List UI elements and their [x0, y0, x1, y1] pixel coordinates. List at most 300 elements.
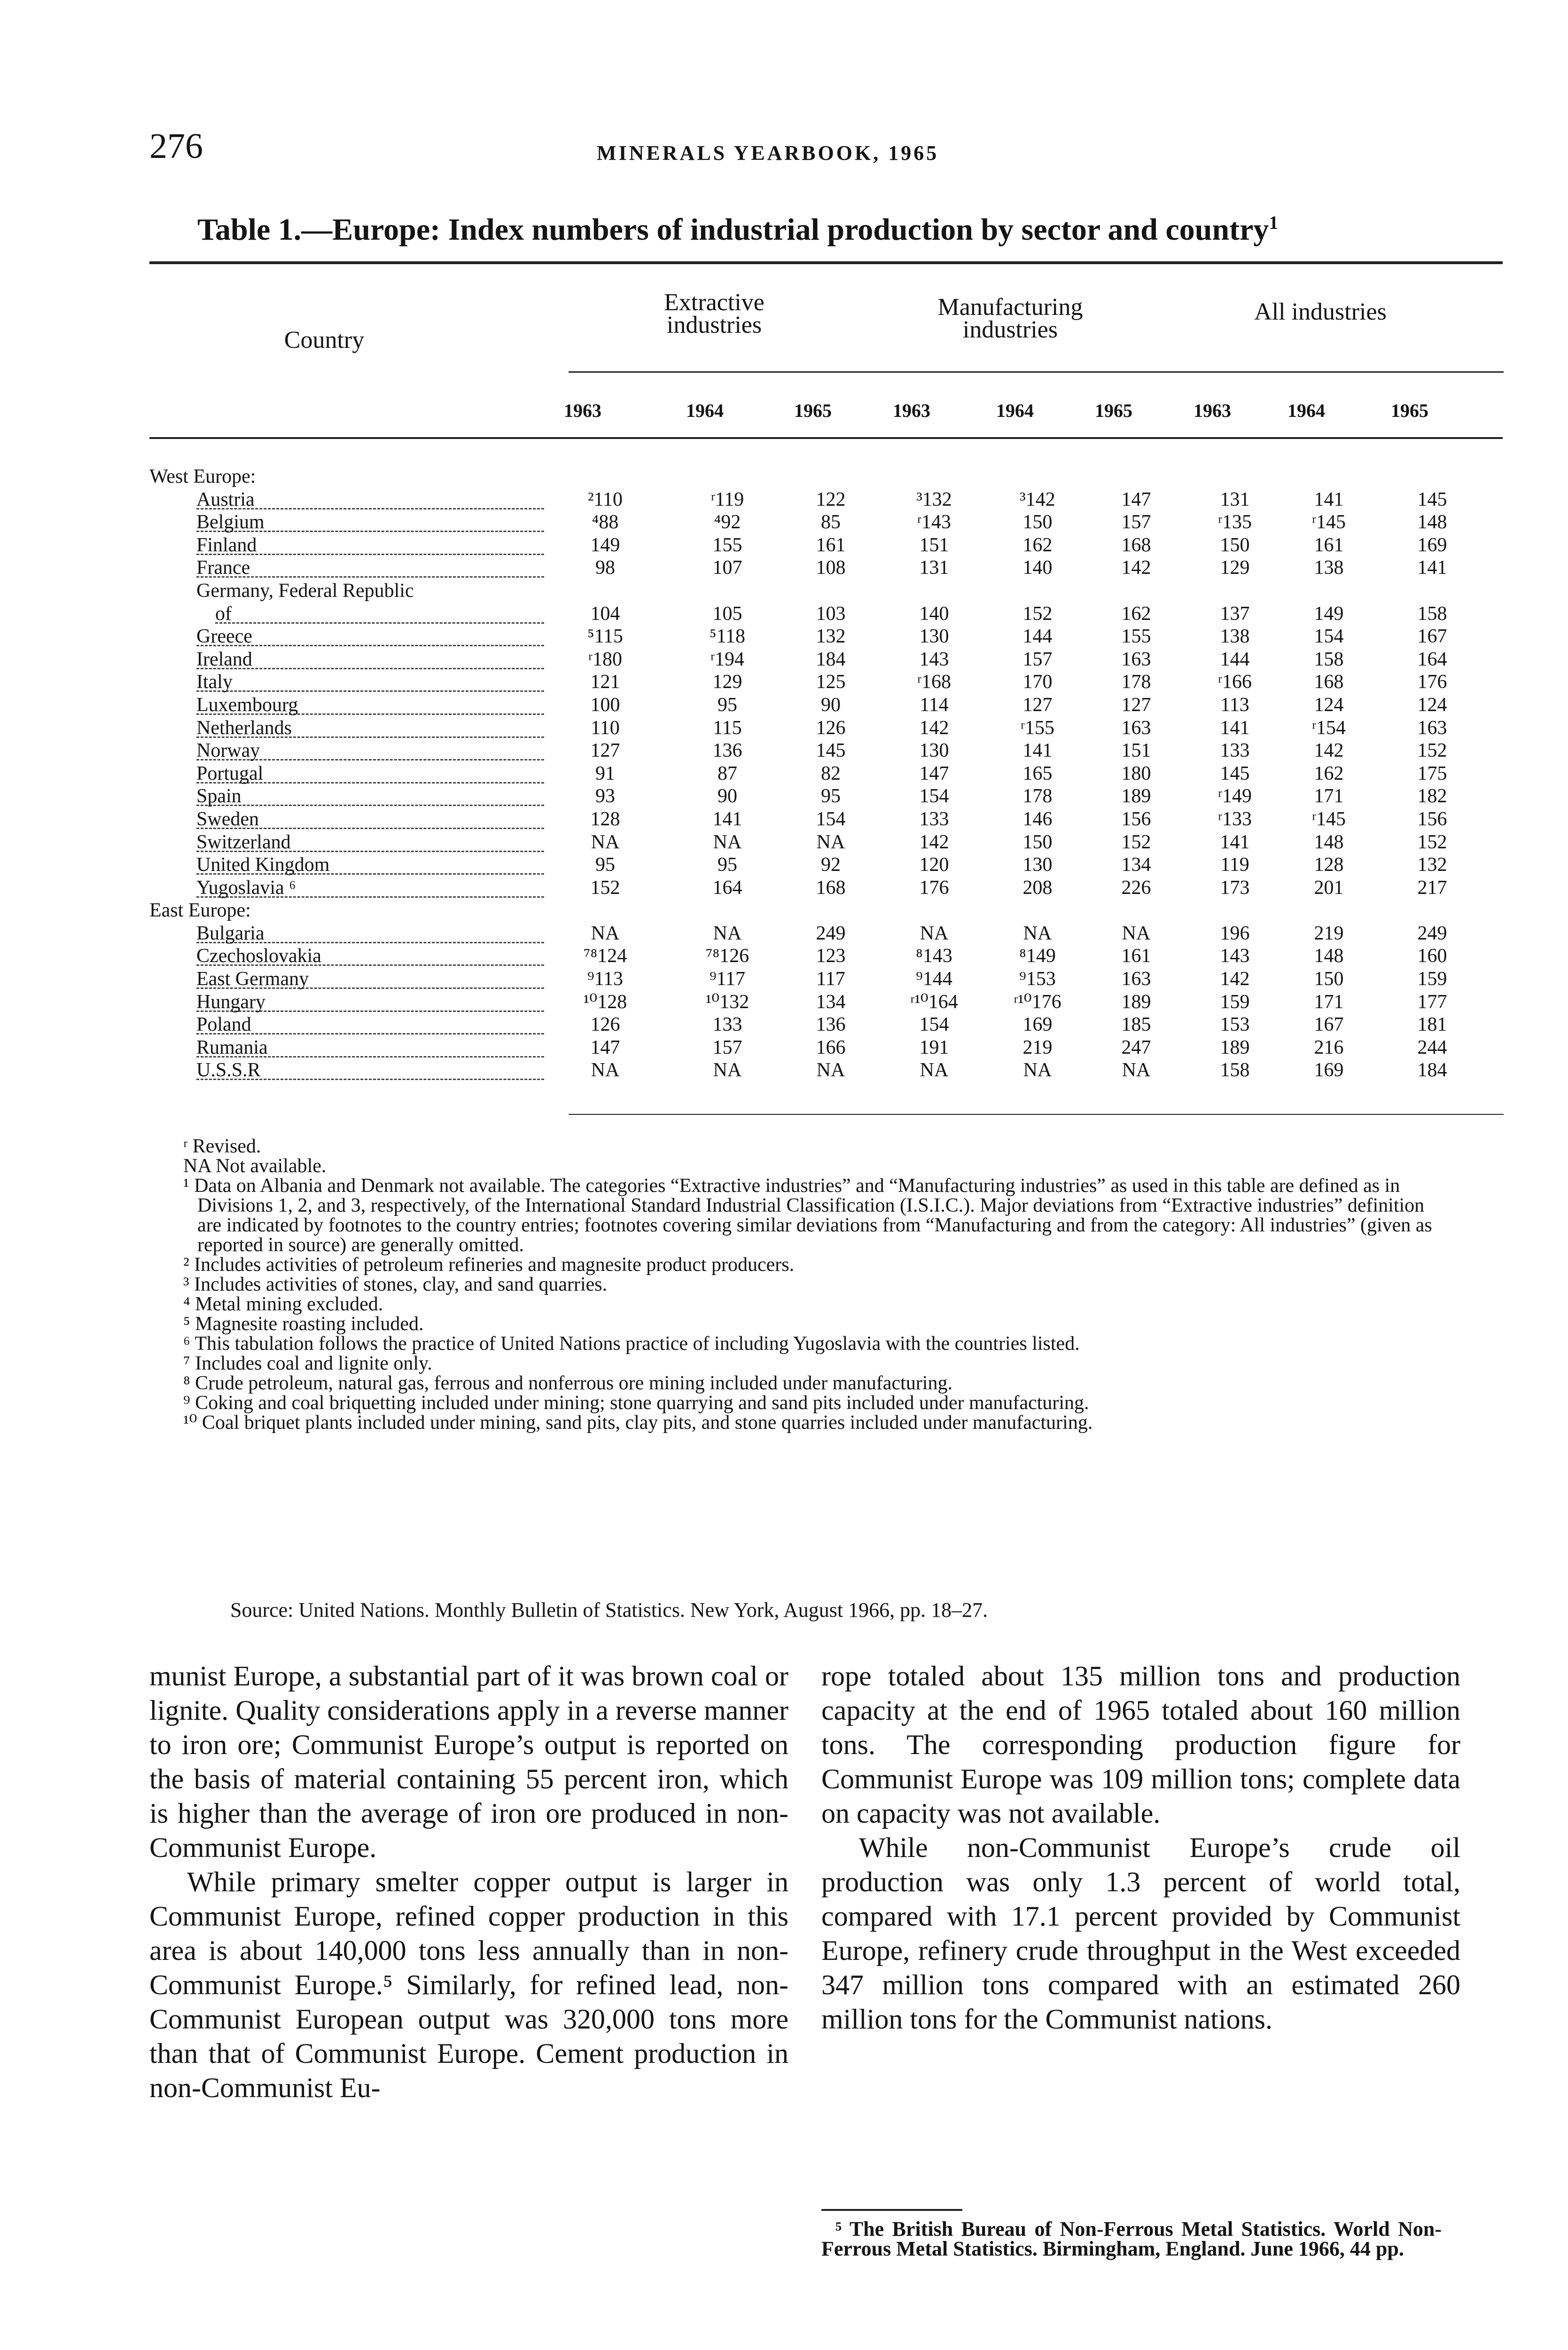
- table-row: [149, 785, 1465, 808]
- table-cell: 105: [712, 603, 742, 625]
- table-cell: 155: [712, 534, 742, 556]
- table-cell: 129: [1220, 557, 1250, 579]
- table-cell: 128: [590, 808, 620, 830]
- table-cell: 145: [1220, 762, 1250, 784]
- table-cell: 147: [1121, 488, 1151, 510]
- table-cell: 131: [1220, 488, 1250, 510]
- table-cell: 129: [712, 671, 742, 693]
- table-cell: 157: [1022, 648, 1053, 670]
- table-cell: 152: [1417, 831, 1447, 853]
- table-cell: 148: [1314, 945, 1344, 967]
- table-cell: 158: [1417, 603, 1447, 625]
- table-cell: 121: [590, 671, 620, 693]
- table-cell: 141: [1417, 557, 1447, 579]
- table-row: [149, 694, 1465, 717]
- table-cell: 141: [712, 808, 742, 830]
- table-cell: NA: [816, 831, 845, 853]
- table-cell: 142: [919, 831, 949, 853]
- table-top-rule: [149, 261, 1503, 264]
- table-cell: 196: [1220, 922, 1250, 944]
- table-cell: ⁷⁸126: [705, 945, 749, 967]
- body-paragraph: While non-Communist Europe’s crude oil production was only 1.3 percent of world total, compared with 17.1 percent provided by Communist Europe, refinery crude throughput in the West exceeded 347 million tons compared with an estimated 260 million tons for the Communist nations.: [821, 1832, 1460, 2035]
- table-cell: 249: [816, 922, 846, 944]
- table-cell: 133: [1220, 740, 1250, 762]
- row-label: U.S.S.R: [196, 1059, 261, 1081]
- table-cell: 219: [1022, 1036, 1053, 1058]
- table-cell: 160: [1417, 945, 1447, 967]
- table-cell: NA: [713, 922, 742, 944]
- table-cell: 138: [1314, 557, 1344, 579]
- table-cell: ʳ145: [1311, 808, 1346, 830]
- table-cell: 117: [816, 968, 845, 990]
- table-cell: 150: [1022, 511, 1053, 533]
- table-cell: NA: [591, 922, 620, 944]
- table-cell: 185: [1121, 1014, 1151, 1036]
- table-cell: 181: [1417, 1014, 1447, 1036]
- table-cell: 201: [1314, 877, 1344, 899]
- table-cell: ⁵118: [709, 626, 746, 648]
- table-cell: ⁴92: [714, 511, 741, 533]
- row-label: Spain: [196, 785, 242, 807]
- table-cell: 144: [1022, 626, 1053, 648]
- table-cell: ²110: [587, 488, 623, 510]
- row-label: Hungary: [196, 991, 265, 1013]
- year-header: 1965: [1391, 400, 1428, 421]
- table-row: [149, 625, 1465, 648]
- table-cell: 130: [919, 626, 949, 648]
- table-row: [149, 580, 1465, 603]
- table-cell: 226: [1121, 877, 1151, 899]
- table-title-text: Table 1.—Europe: Index numbers of industrial production by sector and country: [197, 212, 1269, 247]
- table-cell: 127: [1121, 694, 1151, 716]
- table-cell: ʳ143: [917, 511, 952, 533]
- table-cell: 114: [920, 694, 949, 716]
- table-cell: 165: [1022, 762, 1053, 784]
- table-cell: 127: [590, 740, 620, 762]
- table-row: [149, 648, 1465, 671]
- table-cell: ʳ155: [1020, 717, 1055, 739]
- table-cell: 142: [1314, 740, 1344, 762]
- table-note: ³ Includes activities of stones, clay, and sand quarries.: [183, 1274, 608, 1295]
- row-label: Czechoslovakia: [196, 945, 321, 967]
- table-cell: 136: [816, 1014, 846, 1036]
- table-note: ʳ Revised.: [183, 1136, 261, 1157]
- table-cell: NA: [713, 1059, 742, 1081]
- table-cell: 217: [1417, 877, 1447, 899]
- table-cell: 171: [1314, 991, 1344, 1013]
- table-note: ¹ Data on Albania and Denmark not available. The categories “Extractive industries” and “Manufacturing industries” as used in this table are defined as in Divisions 1, 2, and 3, respectively, of the International Standard Industrial Classification (I.S.I.C.). Major deviations from “Extractive industries” definition are indicated by footnotes to the country entries; footnotes covering similar deviations from “Manufacturing and from the category: All industries” (given as reported in source) are generally omitted.: [183, 1175, 1432, 1256]
- table-note: ⁹ Coking and coal briquetting included under mining; stone quarrying and sand pits included under manufacturing.: [183, 1392, 1089, 1414]
- row-label: Germany, Federal Republic: [196, 580, 414, 602]
- table-cell: NA: [920, 922, 949, 944]
- table-cell: 152: [1121, 831, 1151, 853]
- table-cell: 182: [1417, 785, 1447, 807]
- table-cell: ³142: [1020, 488, 1055, 510]
- table-cell: 124: [1314, 694, 1344, 716]
- table-cell: 98: [595, 557, 615, 579]
- table-row: [149, 877, 1465, 900]
- table-cell: 144: [1220, 648, 1250, 670]
- table-cell: ʳ145: [1311, 511, 1346, 533]
- table-cell: 219: [1314, 922, 1344, 944]
- table-cell: 140: [1022, 557, 1053, 579]
- footnote-5: ⁵ The British Bureau of Non-Ferrous Metal Statistics. World Non-Ferrous Metal Statistics. Birmingham, England. June 1966, 44 pp.: [821, 2217, 1442, 2260]
- row-label: Belgium: [196, 511, 265, 533]
- table-cell: 176: [919, 877, 949, 899]
- table-cell: NA: [816, 1059, 845, 1081]
- table-cell: 124: [1417, 694, 1447, 716]
- table-cell: 91: [595, 762, 615, 784]
- table-cell: 167: [1314, 1014, 1344, 1036]
- table-cell: 168: [1314, 671, 1344, 693]
- table-cell: 180: [1121, 762, 1151, 784]
- table-cell: NA: [1023, 922, 1052, 944]
- table-row: [149, 831, 1465, 854]
- table-title-footnote: 1: [1269, 212, 1279, 233]
- table-cell: 191: [919, 1036, 949, 1058]
- table-cell: 159: [1417, 968, 1447, 990]
- table-cell: ⁷⁸124: [583, 945, 627, 967]
- row-label: Greece: [196, 626, 252, 648]
- table-cell: 141: [1314, 488, 1344, 510]
- table-cell: 149: [590, 534, 620, 556]
- row-label: Finland: [196, 534, 257, 556]
- table-cell: 154: [1314, 626, 1344, 648]
- table-cell: 168: [816, 877, 846, 899]
- table-row: [149, 465, 1465, 488]
- table-cell: 85: [821, 511, 841, 533]
- table-row: [149, 1013, 1465, 1036]
- table-body: [149, 465, 1465, 1082]
- table-cell: 95: [718, 694, 737, 716]
- table-cell: NA: [920, 1059, 949, 1081]
- table-cell: ʳ135: [1217, 511, 1252, 533]
- table-cell: ʳ133: [1217, 808, 1252, 830]
- table-row: [149, 534, 1465, 557]
- table-cell: 176: [1417, 671, 1447, 693]
- table-cell: 216: [1314, 1036, 1344, 1058]
- table-note: ⁸ Crude petroleum, natural gas, ferrous and nonferrous ore mining included under manufacturing.: [183, 1372, 952, 1394]
- table-cell: 142: [919, 717, 949, 739]
- table-row: [149, 511, 1465, 534]
- table-cell: 147: [590, 1036, 620, 1058]
- table-cell: 249: [1417, 922, 1447, 944]
- table-cell: 113: [1220, 694, 1249, 716]
- table-cell: 142: [1121, 557, 1151, 579]
- year-header: 1965: [794, 400, 832, 421]
- row-label: Rumania: [196, 1036, 268, 1058]
- table-cell: 152: [590, 877, 620, 899]
- table-cell: NA: [591, 1059, 620, 1081]
- table-row: [149, 556, 1465, 580]
- table-cell: 173: [1220, 877, 1250, 899]
- table-cell: 189: [1220, 1036, 1250, 1058]
- row-label: of: [215, 603, 232, 625]
- table-cell: 168: [1121, 534, 1151, 556]
- year-header: 1964: [686, 400, 724, 421]
- table-cell: ʳ149: [1217, 785, 1252, 807]
- row-label: Switzerland: [196, 831, 291, 853]
- table-cell: ⁹113: [587, 968, 624, 990]
- year-header: 1964: [996, 400, 1034, 421]
- table-cell: 141: [1220, 717, 1250, 739]
- row-label: Poland: [196, 1014, 251, 1036]
- table-cell: 159: [1220, 991, 1250, 1013]
- table-cell: 103: [816, 603, 846, 625]
- year-header: 1963: [893, 400, 930, 421]
- table-cell: 140: [919, 603, 949, 625]
- table-cell: 161: [1314, 534, 1344, 556]
- table-cell: 141: [1022, 740, 1053, 762]
- table-cell: 137: [1220, 603, 1250, 625]
- table-cell: 156: [1121, 808, 1151, 830]
- table-cell: 184: [816, 648, 846, 670]
- table-cell: 161: [1121, 945, 1151, 967]
- table-cell: 153: [1220, 1014, 1250, 1036]
- group-header-all: All industries: [1254, 298, 1387, 325]
- table-note: ⁶ This tabulation follows the practice of United Nations practice of including Yugoslavia with the countries listed.: [183, 1333, 1080, 1355]
- table-cell: 145: [1417, 488, 1447, 510]
- table-cell: 132: [1417, 854, 1447, 876]
- table-cell: 132: [816, 626, 846, 648]
- table-cell: 169: [1022, 1014, 1053, 1036]
- table-cell: 155: [1121, 626, 1151, 648]
- table-cell: 169: [1417, 534, 1447, 556]
- table-cell: ⁹117: [709, 968, 746, 990]
- table-cell: ʳ166: [1217, 671, 1252, 693]
- table-row: [149, 899, 1465, 922]
- table-cell: 244: [1417, 1036, 1447, 1058]
- table-cell: 138: [1220, 626, 1250, 648]
- table-cell: 134: [1121, 854, 1151, 876]
- year-header: 1964: [1287, 400, 1325, 421]
- table-row: [149, 739, 1465, 762]
- table-row: [149, 488, 1465, 511]
- table-cell: 130: [1022, 854, 1053, 876]
- table-row: [149, 1059, 1465, 1082]
- row-label: United Kingdom: [196, 854, 330, 876]
- body-column-right: [821, 1659, 1460, 2037]
- row-label: Yugoslavia ⁶: [196, 877, 296, 899]
- table-note: ⁵ Magnesite roasting included.: [183, 1313, 424, 1335]
- table-cell: 87: [718, 762, 737, 784]
- table-cell: 141: [1220, 831, 1250, 853]
- table-cell: 95: [821, 785, 841, 807]
- table-row: [149, 671, 1465, 694]
- table-cell: 100: [590, 694, 620, 716]
- table-bottom-rule: [569, 1114, 1504, 1115]
- table-cell: 130: [919, 740, 949, 762]
- row-label: Ireland: [196, 648, 252, 670]
- table-cell: 163: [1121, 968, 1151, 990]
- table-cell: ʳ168: [917, 671, 952, 693]
- table-cell: 90: [718, 785, 737, 807]
- table-cell: 151: [919, 534, 949, 556]
- year-header: 1963: [1194, 400, 1231, 421]
- table-cell: NA: [591, 831, 620, 853]
- row-label: Sweden: [196, 808, 259, 830]
- table-source: Source: United Nations. Monthly Bulletin of Statistics. New York, August 1966, pp. 18–27.: [230, 1598, 988, 1622]
- table-row: [149, 717, 1465, 740]
- table-cell: 108: [816, 557, 846, 579]
- table-row: [149, 922, 1465, 945]
- table-cell: 93: [595, 785, 615, 807]
- table-cell: 123: [816, 945, 846, 967]
- table-cell: 157: [712, 1036, 742, 1058]
- table-cell: ⁹153: [1019, 968, 1056, 990]
- year-header: 1963: [564, 400, 601, 421]
- table-cell: NA: [713, 831, 742, 853]
- table-cell: 95: [718, 854, 737, 876]
- table-cell: ʳ119: [710, 488, 744, 510]
- row-label: Luxembourg: [196, 694, 298, 716]
- group-header-manufacturing: Manufacturing industries: [937, 294, 1083, 343]
- table-cell: 148: [1314, 831, 1344, 853]
- row-label: Bulgaria: [196, 922, 265, 944]
- table-cell: ⁴88: [592, 511, 619, 533]
- table-cell: 133: [712, 1014, 742, 1036]
- table-cell: 119: [1220, 854, 1249, 876]
- table-cell: 134: [816, 991, 846, 1013]
- table-notes: [169, 1136, 1447, 1433]
- table-cell: ¹⁰132: [705, 991, 749, 1013]
- table-cell: 177: [1417, 991, 1447, 1013]
- table-cell: 162: [1314, 762, 1344, 784]
- table-cell: NA: [1122, 922, 1151, 944]
- row-label: East Germany: [196, 968, 309, 990]
- table-cell: 120: [919, 854, 949, 876]
- table-cell: 161: [816, 534, 846, 556]
- table-cell: ʳ¹⁰176: [1014, 991, 1061, 1013]
- table-cell: 125: [816, 671, 846, 693]
- table-cell: 189: [1121, 991, 1151, 1013]
- table-cell: 154: [919, 785, 949, 807]
- table-row: [149, 854, 1465, 877]
- table-cell: 166: [816, 1036, 846, 1058]
- table-cell: 115: [713, 717, 742, 739]
- table-cell: 146: [1022, 808, 1053, 830]
- table-cell: 131: [919, 557, 949, 579]
- row-label: Austria: [196, 488, 255, 510]
- header-bottom-rule: [149, 437, 1503, 439]
- page-number: 276: [149, 126, 203, 166]
- table-cell: 152: [1022, 603, 1053, 625]
- group-header-extractive: Extractive industries: [664, 289, 764, 338]
- country-header: Country: [284, 327, 365, 353]
- row-label: France: [196, 557, 250, 579]
- table-cell: 150: [1022, 831, 1053, 853]
- row-label: Netherlands: [196, 717, 292, 739]
- table-cell: 154: [919, 1014, 949, 1036]
- table-cell: 90: [821, 694, 841, 716]
- table-note: ⁷ Includes coal and lignite only.: [183, 1353, 432, 1374]
- table-cell: ³132: [916, 488, 952, 510]
- table-cell: 149: [1314, 603, 1344, 625]
- table-cell: 82: [821, 762, 841, 784]
- table-cell: 148: [1417, 511, 1447, 533]
- group-underline: [569, 371, 1504, 373]
- table-cell: NA: [1122, 1059, 1151, 1081]
- table-cell: 147: [919, 762, 949, 784]
- table-cell: 95: [595, 854, 615, 876]
- table-cell: 150: [1220, 534, 1250, 556]
- table-cell: 156: [1417, 808, 1447, 830]
- table-cell: 167: [1417, 626, 1447, 648]
- table-cell: 170: [1022, 671, 1053, 693]
- running-title: MINERALS YEARBOOK, 1965: [597, 141, 939, 164]
- table-cell: 151: [1121, 740, 1151, 762]
- table-cell: 142: [1220, 968, 1250, 990]
- table-cell: 184: [1417, 1059, 1447, 1081]
- table-cell: 164: [1417, 648, 1447, 670]
- body-paragraph: munist Europe, a substantial part of it was brown coal or lignite. Quality considerations apply in a reverse manner to iron ore; Communist Europe’s output is reported on the basis of material containing 55 percent iron, which is higher than the average of iron ore produced in non-Communist Europe.: [149, 1661, 788, 1863]
- body-paragraph: rope totaled about 135 million tons and production capacity at the end of 1965 totaled about 160 million tons. The corresponding production figure for Communist Europe was 109 million tons; complete data on capacity was not available.: [821, 1661, 1460, 1829]
- table-cell: 163: [1417, 717, 1447, 739]
- table-row: [149, 1036, 1465, 1059]
- row-label: East Europe:: [149, 900, 251, 922]
- table-cell: 152: [1417, 740, 1447, 762]
- table-cell: 128: [1314, 854, 1344, 876]
- table-cell: 163: [1121, 717, 1151, 739]
- footnote-rule: [821, 2209, 962, 2211]
- table-cell: 163: [1121, 648, 1151, 670]
- table-cell: 162: [1121, 603, 1151, 625]
- table-cell: 110: [591, 717, 620, 739]
- table-cell: 158: [1314, 648, 1344, 670]
- table-cell: 169: [1314, 1059, 1344, 1081]
- row-label: West Europe:: [149, 466, 256, 487]
- table-cell: ʳ154: [1311, 717, 1346, 739]
- table-cell: 126: [816, 717, 846, 739]
- table-cell: 247: [1121, 1036, 1151, 1058]
- table-cell: 122: [816, 488, 846, 510]
- row-label: Norway: [196, 740, 260, 762]
- table-cell: 136: [712, 740, 742, 762]
- table-row: [149, 762, 1465, 785]
- table-note: NA Not available.: [183, 1155, 327, 1177]
- body-column-left: [149, 1659, 788, 2105]
- table-cell: 92: [821, 854, 841, 876]
- table-cell: 127: [1022, 694, 1053, 716]
- table-cell: 143: [919, 648, 949, 670]
- table-cell: 178: [1121, 671, 1151, 693]
- table-cell: 171: [1314, 785, 1344, 807]
- table-cell: 150: [1314, 968, 1344, 990]
- table-cell: ʳ180: [588, 648, 623, 670]
- row-label: Italy: [196, 671, 233, 693]
- table-cell: 107: [712, 557, 742, 579]
- year-header: 1965: [1095, 400, 1132, 421]
- table-note: ² Includes activities of petroleum refineries and magnesite product producers.: [183, 1254, 795, 1276]
- table-note: ¹⁰ Coal briquet plants included under mining, sand pits, clay pits, and stone quarries included under manufacturing.: [183, 1412, 1093, 1434]
- table-cell: 154: [816, 808, 846, 830]
- table-cell: 162: [1022, 534, 1053, 556]
- table-cell: 175: [1417, 762, 1447, 784]
- table-note: ⁴ Metal mining excluded.: [183, 1293, 383, 1315]
- table-cell: ⁸143: [916, 945, 952, 967]
- table-cell: ⁵115: [587, 626, 624, 648]
- table-cell: ⁸149: [1019, 945, 1056, 967]
- table-cell: 133: [919, 808, 949, 830]
- table-cell: 145: [816, 740, 846, 762]
- table-row: [149, 968, 1465, 991]
- table-title: [197, 212, 1278, 248]
- table-cell: 126: [590, 1014, 620, 1036]
- table-cell: 178: [1022, 785, 1053, 807]
- table-row: [149, 808, 1465, 831]
- row-label: Portugal: [196, 762, 264, 784]
- table-cell: ʳ¹⁰164: [910, 991, 958, 1013]
